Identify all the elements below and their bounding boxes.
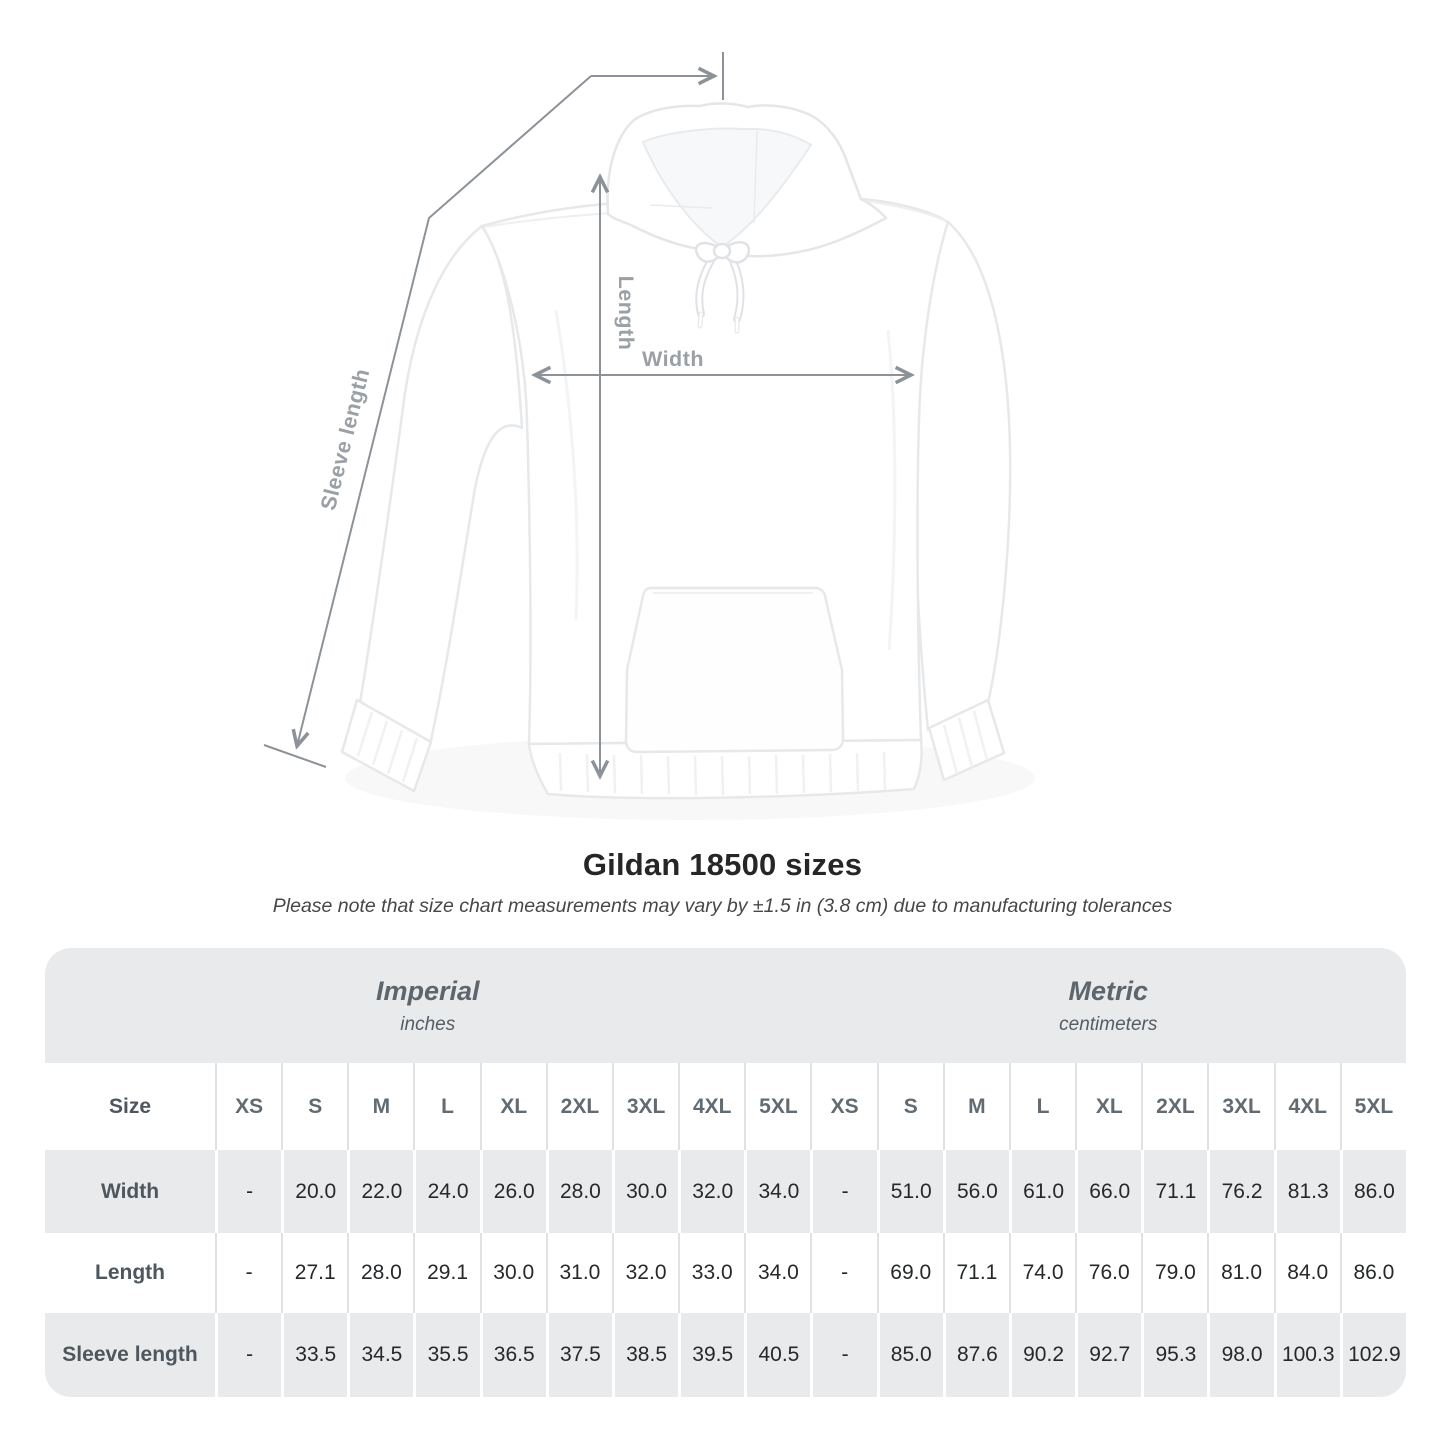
table-row-sleeve-length (45, 1313, 1406, 1397)
row-label: Length (95, 1261, 165, 1284)
value-cell: 51.0 (877, 1150, 943, 1233)
value-cell: 79.0 (1141, 1233, 1207, 1313)
value-cell: 95.3 (1141, 1313, 1207, 1397)
value-cell: 76.0 (1075, 1233, 1141, 1313)
value-cell: 76.2 (1207, 1150, 1273, 1233)
size-header-row (45, 1063, 1406, 1150)
value-cell: 32.0 (678, 1150, 744, 1233)
value-cell: 84.0 (1274, 1233, 1340, 1313)
value-cell: 56.0 (943, 1150, 1009, 1233)
value-cell: 28.0 (347, 1233, 413, 1313)
value-cell: 28.0 (546, 1150, 612, 1233)
metric-label: Metric (1068, 975, 1149, 1006)
imperial-group-header (45, 948, 811, 1063)
value-cell: 34.0 (744, 1233, 810, 1313)
row-label: Sleeve length (62, 1343, 198, 1366)
width-measure-label: Width (641, 347, 705, 371)
value-cell: 22.0 (347, 1150, 413, 1233)
value-cell: 71.1 (943, 1233, 1009, 1313)
value-cell: 30.0 (612, 1150, 678, 1233)
value-cell: 66.0 (1075, 1150, 1141, 1233)
size-header: 3XL (612, 1063, 678, 1150)
table-row-length (45, 1233, 1406, 1313)
tolerance-note: Please note that size chart measurements may vary by ±1.5 in (3.8 cm) due to manufacturing tolerances (272, 895, 1173, 917)
size-header: XS (215, 1063, 281, 1150)
value-cell: - (215, 1150, 281, 1233)
size-header: S (877, 1063, 943, 1150)
value-cell: 69.0 (877, 1233, 943, 1313)
size-header: M (943, 1063, 1009, 1150)
size-header: L (413, 1063, 479, 1150)
value-cell: 34.5 (347, 1313, 413, 1397)
size-header: 4XL (678, 1063, 744, 1150)
value-cell: 98.0 (1207, 1313, 1273, 1397)
value-cell: 33.5 (281, 1313, 347, 1397)
value-cell: 20.0 (281, 1150, 347, 1233)
size-header: 4XL (1274, 1063, 1340, 1150)
value-cell: 81.3 (1274, 1150, 1340, 1233)
size-col-header: Size (108, 1094, 152, 1118)
table-row-width (45, 1150, 1406, 1233)
value-cell: 81.0 (1207, 1233, 1273, 1313)
size-header: 5XL (1340, 1063, 1406, 1150)
value-cell: - (215, 1233, 281, 1313)
size-header: L (1009, 1063, 1075, 1150)
value-cell: 32.0 (612, 1233, 678, 1313)
value-cell: 29.1 (413, 1233, 479, 1313)
size-header: XS (810, 1063, 876, 1150)
value-cell: 37.5 (546, 1313, 612, 1397)
value-cell: 74.0 (1009, 1233, 1075, 1313)
length-measure-label: Length (614, 275, 638, 351)
size-header: XL (480, 1063, 546, 1150)
value-cell: - (810, 1313, 876, 1397)
kangaroo-pocket (626, 588, 843, 752)
cuff-tick (264, 745, 326, 767)
value-cell: 90.2 (1009, 1313, 1075, 1397)
hoodie-illustration (342, 103, 1035, 820)
size-header: XL (1075, 1063, 1141, 1150)
value-cell: - (215, 1313, 281, 1397)
metric-unit: centimeters (1059, 1013, 1158, 1035)
value-cell: 100.3 (1274, 1313, 1340, 1397)
size-header: 2XL (1141, 1063, 1207, 1150)
value-cell: 35.5 (413, 1313, 479, 1397)
value-cell: 30.0 (480, 1233, 546, 1313)
value-cell: 102.9 (1340, 1313, 1406, 1397)
value-cell: - (810, 1150, 876, 1233)
value-cell: 40.5 (744, 1313, 810, 1397)
value-cell: 87.6 (943, 1313, 1009, 1397)
value-cell: 26.0 (480, 1150, 546, 1233)
sleeve-length-measure-label: Sleeve length (316, 366, 375, 513)
value-cell: 39.5 (678, 1313, 744, 1397)
value-cell: 27.1 (281, 1233, 347, 1313)
value-cell: 71.1 (1141, 1150, 1207, 1233)
size-header: 2XL (546, 1063, 612, 1150)
imperial-unit: inches (400, 1013, 456, 1035)
value-cell: 36.5 (480, 1313, 546, 1397)
value-cell: 61.0 (1009, 1150, 1075, 1233)
value-cell: 86.0 (1340, 1233, 1406, 1313)
value-cell: 24.0 (413, 1150, 479, 1233)
size-header: 5XL (744, 1063, 810, 1150)
page-title: Gildan 18500 sizes (582, 847, 863, 882)
imperial-label: Imperial (375, 975, 480, 1006)
unit-group-row (45, 948, 1406, 1063)
metric-group-header (811, 948, 1407, 1063)
size-header: S (281, 1063, 347, 1150)
size-header: M (347, 1063, 413, 1150)
left-sleeve (360, 226, 522, 745)
value-cell: 31.0 (546, 1233, 612, 1313)
row-label: Width (100, 1179, 160, 1203)
value-cell: 34.0 (744, 1150, 810, 1233)
size-table (45, 948, 1406, 1397)
value-cell: 33.0 (678, 1233, 744, 1313)
size-header: 3XL (1207, 1063, 1273, 1150)
value-cell: - (810, 1233, 876, 1313)
value-cell: 86.0 (1340, 1150, 1406, 1233)
value-cell: 38.5 (612, 1313, 678, 1397)
value-cell: 85.0 (877, 1313, 943, 1397)
value-cell: 92.7 (1075, 1313, 1141, 1397)
